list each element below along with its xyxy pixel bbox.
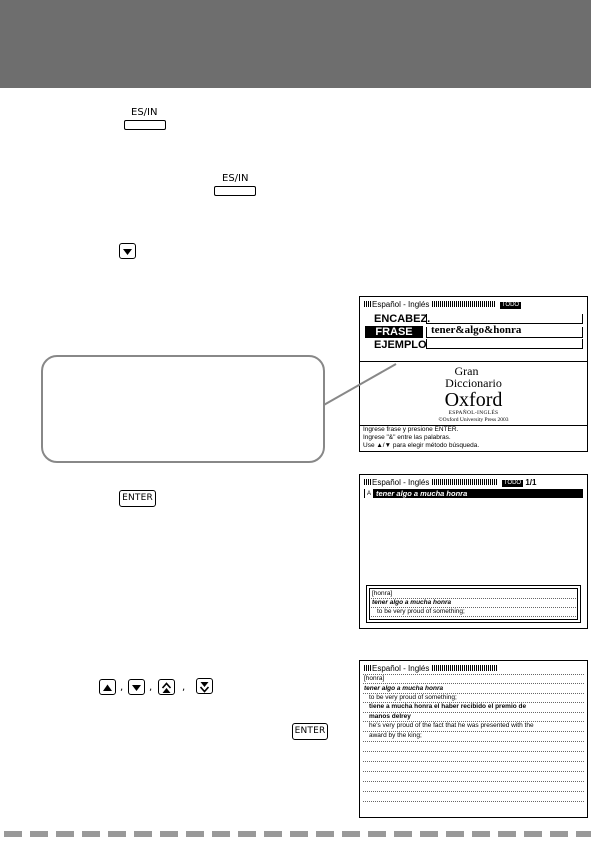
field-encabez[interactable]: ENCABEZ. [374,313,431,325]
footer-dash [290,831,308,837]
title-hatch-icon [432,665,498,671]
result-text: tener algo a mucha honra [376,489,468,498]
footer-dash [316,831,334,837]
logo-copyright: ©Oxford University Press 2003 [438,417,509,423]
footer-dash [82,831,100,837]
result-row-selected[interactable] [364,489,583,498]
page-down-key[interactable] [196,678,213,694]
screen-titlebar [364,478,536,487]
es-in-key[interactable] [214,174,258,198]
dotted-divider [363,761,584,762]
footer-dash [186,831,204,837]
entry-example-es-1: tiene a mucha honra el haber recibido el premio de [369,703,527,710]
footer-dash [56,831,74,837]
dotted-divider [363,801,584,802]
input-bracket-encabez [426,314,583,324]
page-counter: 1/1 [525,478,537,487]
footer-dash [238,831,256,837]
input-bracket-ejemplo [426,339,583,349]
key-separator: , [182,682,186,693]
help-line-3: Use ▲/▼ para elegir método búsqueda. [363,442,480,449]
input-bracket-frase[interactable] [426,324,583,338]
enter-key[interactable]: ENTER [292,723,328,740]
double-triangle-down-icon [197,680,212,694]
enter-key[interactable]: ENTER [119,490,156,507]
footer-dash [160,831,178,837]
es-in-key-frame [124,120,166,130]
callout-pointer-line [320,362,400,412]
logo-espanol-ingles: ESPAÑOL-INGLÉS [448,410,499,416]
entry-translation: to be very proud of something; [369,694,457,701]
entry-example-en-1: he's very proud of the fact that he was presented with the [369,722,534,729]
dotted-divider [371,616,576,617]
help-line-2: Ingrese "&" entre las palabras. [363,434,451,441]
help-line-1: Ingrese frase y presione ENTER. [363,426,459,433]
footer-dash [368,831,386,837]
field-ejemplo[interactable]: EJEMPLO [374,339,427,351]
entry-headword: [honra] [364,675,385,682]
footer-dash [264,831,282,837]
dotted-divider [363,674,584,675]
footer-dash [472,831,490,837]
es-in-key-frame [214,186,256,196]
todo-badge: TODO [501,302,520,308]
field-frase-selected[interactable]: FRASE [365,326,423,338]
screen-titlebar [364,664,498,673]
footer-dash [576,831,591,837]
entry-phrase: tener algo a mucha honra [364,685,444,692]
down-arrow-key[interactable] [128,679,145,695]
footer-dash [498,831,516,837]
key-separator: , [120,682,124,693]
phrase-input-value: tener&algo&honra [431,324,522,336]
page-up-key[interactable] [158,679,175,695]
dictionary-title: Español - Inglés [372,664,430,673]
title-hatch-icon [432,479,498,485]
todo-badge: TODO [503,480,522,486]
dotted-divider [363,791,584,792]
down-arrow-key[interactable] [119,243,136,259]
logo-oxford: Oxford [444,389,503,411]
dotted-divider [363,741,584,742]
dotted-divider [363,751,584,752]
footer-dash [394,831,412,837]
triangle-down-icon [120,245,135,259]
es-in-key-label: ES/IN [222,173,249,184]
footer-dash [550,831,568,837]
screen-entry-detail [359,660,588,818]
double-triangle-up-icon [159,681,174,695]
title-hatch-icon [364,479,372,485]
key-separator: , [149,682,153,693]
footer-dash [446,831,464,837]
page-header-bar [0,0,591,88]
es-in-key[interactable] [124,108,168,132]
dotted-divider [363,781,584,782]
triangle-down-icon [129,681,144,695]
triangle-up-icon [100,681,115,695]
footer-dash [4,831,22,837]
logo-diccionario: Diccionario [445,376,502,390]
footer-dash [420,831,438,837]
es-in-key-label: ES/IN [131,107,158,118]
title-hatch-icon [364,301,372,307]
result-index-badge: A [366,491,371,497]
logo-gran: Gran [454,364,479,378]
screen-search-results [359,474,588,629]
up-arrow-key[interactable] [99,679,116,695]
entry-example-es-2: manos delrey [369,713,411,720]
title-hatch-icon [432,301,496,307]
dotted-divider [363,683,584,684]
title-hatch-icon [364,665,372,671]
preview-headword: [honra] [372,590,393,597]
screen-titlebar [364,300,521,309]
preview-phrase: tener algo a mucha honra [372,599,452,606]
footer-dash [212,831,230,837]
dotted-divider [363,771,584,772]
callout-box [41,355,325,463]
dictionary-title: Español - Inglés [372,478,430,487]
footer-dash [134,831,152,837]
footer-dash [108,831,126,837]
dictionary-title: Español - Inglés [372,300,430,309]
entry-example-en-2: award by the king; [369,732,422,739]
footer-dash [524,831,542,837]
footer-dash [342,831,360,837]
preview-translation: to be very proud of something; [377,608,465,615]
footer-dash [30,831,48,837]
preview-pane [366,585,581,623]
